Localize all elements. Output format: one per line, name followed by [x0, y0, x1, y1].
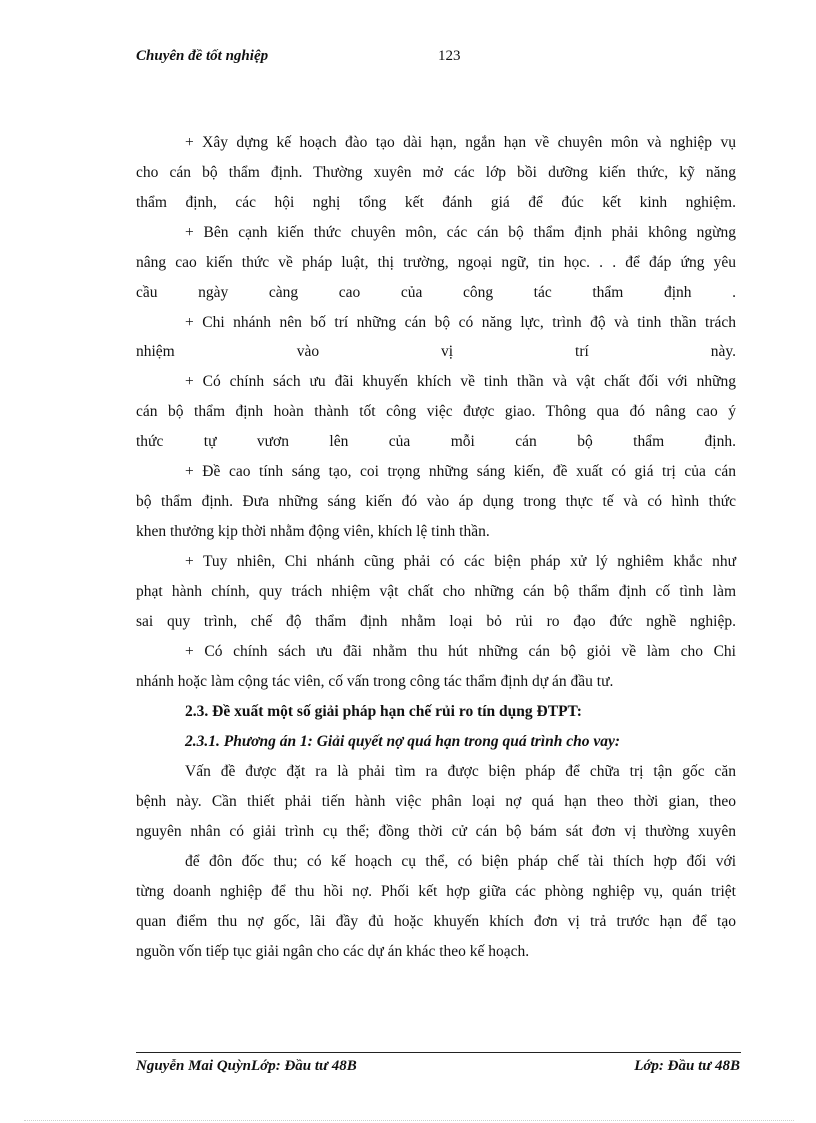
page-header: [136, 48, 736, 70]
text-line: bệnh này. Cần thiết phải tiến hành việc phân loại nợ quá hạn theo thời gian, theo: [136, 793, 736, 810]
text-line: nguồn vốn tiếp tục giải ngân cho các dự án khác theo kế hoạch.: [136, 943, 530, 960]
subsection-heading: 2.3.1. Phương án 1: Giải quyết nợ quá hạn trong quá trình cho vay:: [185, 733, 621, 750]
text-line: + Xây dựng kế hoạch đào tạo dài hạn, ngắn hạn về chuyên môn và nghiệp vụ: [185, 134, 736, 151]
text-line: nguyên nhân có giải trình cụ thể; đồng thời cử cán bộ bám sát đơn vị thường xuyên: [136, 823, 736, 840]
text-line: + Có chính sách ưu đãi nhằm thu hút những cán bộ giỏi về làm cho Chi: [185, 643, 736, 660]
text-line: + Bên cạnh kiến thức chuyên môn, các cán bộ thẩm định phải không ngừng: [185, 224, 736, 241]
text-line: cán bộ thẩm định hoàn thành tốt công việc được giao. Thông qua đó nâng cao ý: [136, 403, 736, 420]
text-line: thẩm định, các hội nghị tổng kết đánh giá để đúc kết kinh nghiệm.: [136, 194, 736, 211]
document-title: Chuyên đề tốt nghiệp: [136, 48, 269, 64]
text-line: phạt hành chính, quy trách nhiệm vật chất cho những cán bộ thẩm định cố tình làm: [136, 583, 736, 600]
page-bottom-edge: [24, 1120, 794, 1121]
section-heading: 2.3. Đề xuất một số giải pháp hạn chế rủi ro tín dụng ĐTPT:: [185, 703, 582, 720]
text-line: cầu ngày càng cao của công tác thẩm định .: [136, 284, 736, 301]
text-line: + Chi nhánh nên bố trí những cán bộ có năng lực, trình độ và tinh thần trách: [185, 314, 736, 331]
text-line: khen thưởng kịp thời nhằm động viên, khích lệ tinh thần.: [136, 523, 490, 540]
text-line: nhiệm vào vị trí này.: [136, 343, 736, 360]
text-line: + Có chính sách ưu đãi khuyến khích về tinh thần và vật chất đối với những: [185, 373, 736, 390]
text-line: quan điểm thu nợ gốc, lãi đầy đủ hoặc khuyến khích đơn vị trả trước hạn để tạo: [136, 913, 736, 930]
text-line: từng doanh nghiệp để thu hồi nợ. Phối kết hợp giữa các phòng nghiệp vụ, quán triệt: [136, 883, 736, 900]
text-line: + Đề cao tính sáng tạo, coi trọng những sáng kiến, đề xuất có giá trị của cán: [185, 463, 736, 480]
footer-class: Lớp: Đầu tư 48B: [634, 1058, 740, 1074]
page-footer: [136, 1058, 740, 1078]
footer-author: Nguyễn Mai QuỳnLớp: Đầu tư 48B: [136, 1058, 357, 1074]
text-line: nâng cao kiến thức về pháp luật, thị trường, ngoại ngữ, tin học. . . để đáp ứng yêu: [136, 254, 736, 271]
text-line: cho cán bộ thẩm định. Thường xuyên mở các lớp bồi dưỡng kiến thức, kỹ năng: [136, 164, 736, 181]
text-line: sai quy trình, chế độ thẩm định nhằm loại bỏ rủi ro đạo đức nghề nghiệp.: [136, 613, 736, 630]
text-line: Vấn đề được đặt ra là phải tìm ra được biện pháp để chữa trị tận gốc căn: [185, 763, 736, 780]
page-number: 123: [438, 48, 461, 64]
text-line: để đôn đốc thu; có kế hoạch cụ thể, có biện pháp chế tài thích hợp đối với: [185, 853, 736, 870]
footer-divider: [136, 1052, 741, 1053]
text-line: bộ thẩm định. Đưa những sáng kiến đó vào áp dụng trong thực tế và có hình thức: [136, 493, 736, 510]
text-line: nhánh hoặc làm cộng tác viên, cố vấn trong công tác thẩm định dự án đầu tư.: [136, 673, 614, 690]
text-line: thức tự vươn lên của mỗi cán bộ thẩm định.: [136, 433, 736, 450]
text-line: + Tuy nhiên, Chi nhánh cũng phải có các biện pháp xử lý nghiêm khắc như: [185, 553, 736, 570]
